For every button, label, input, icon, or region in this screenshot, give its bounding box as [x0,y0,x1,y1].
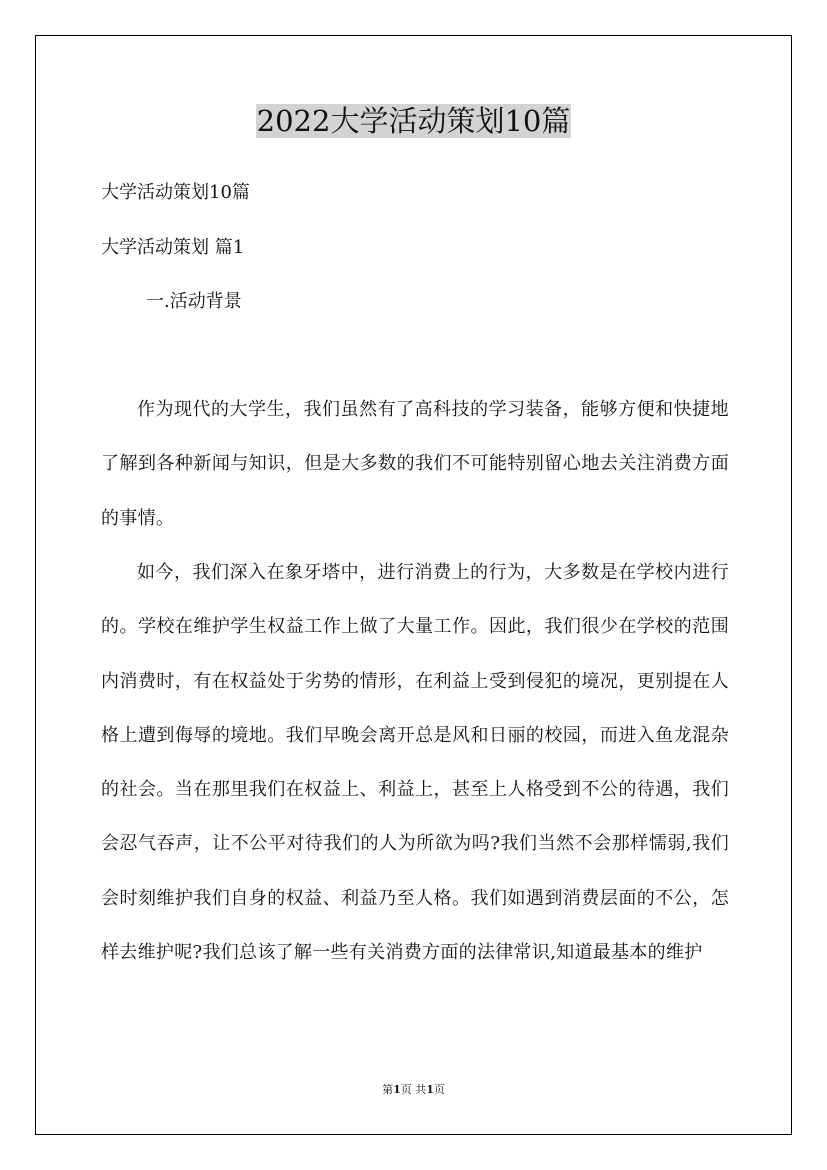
section-heading: 大学活动策划 篇1 [101,237,245,258]
document-title-text: 2022大学活动策划10篇 [256,104,571,138]
sub-heading: 一.活动背景 [146,291,242,312]
footer-page-current: 1 [393,1083,401,1096]
paragraph-2: 如今，我们深入在象牙塔中，进行消费上的行为，大多数是在学校内进行的。学校在维护学生权益工作上做了大量工作。因此，我们很少在学校的范围内消费时，有在权益处于劣势的情形，在利益上受到侵犯的境况，更别提在人格上遭到侮辱的境地。我们早晚会离开总是风和日丽的校园，而进入鱼龙混杂的社会。当在那里我们在权益上、利益上，甚至上人格受到不公的待遇，我们会忍气吞声，让不公平对待我们的人为所欲为吗?我们当然不会那样懦弱,我们会时刻维护我们自身的权益、利益乃至人格。我们如遇到消费层面的不公，怎样去维护呢?我们总该了解一些有关消费方面的法律常识,知道最基本的维护 [101,562,729,964]
footer-mid: 页 共 [400,1083,427,1096]
paragraph-1: 作为现代的大学生，我们虽然有了高科技的学习装备，能够方便和快捷地了解到各种新闻与知识，但是大多数的我们不可能特别留心地去关注消费方面的事情。 [101,399,729,529]
footer-page-total: 1 [426,1083,434,1096]
page-footer [0,1082,827,1098]
footer-suffix: 页 [433,1083,445,1096]
document-subtitle: 大学活动策划10篇 [101,182,250,203]
footer-prefix: 第 [382,1083,394,1096]
document-title [0,100,827,142]
